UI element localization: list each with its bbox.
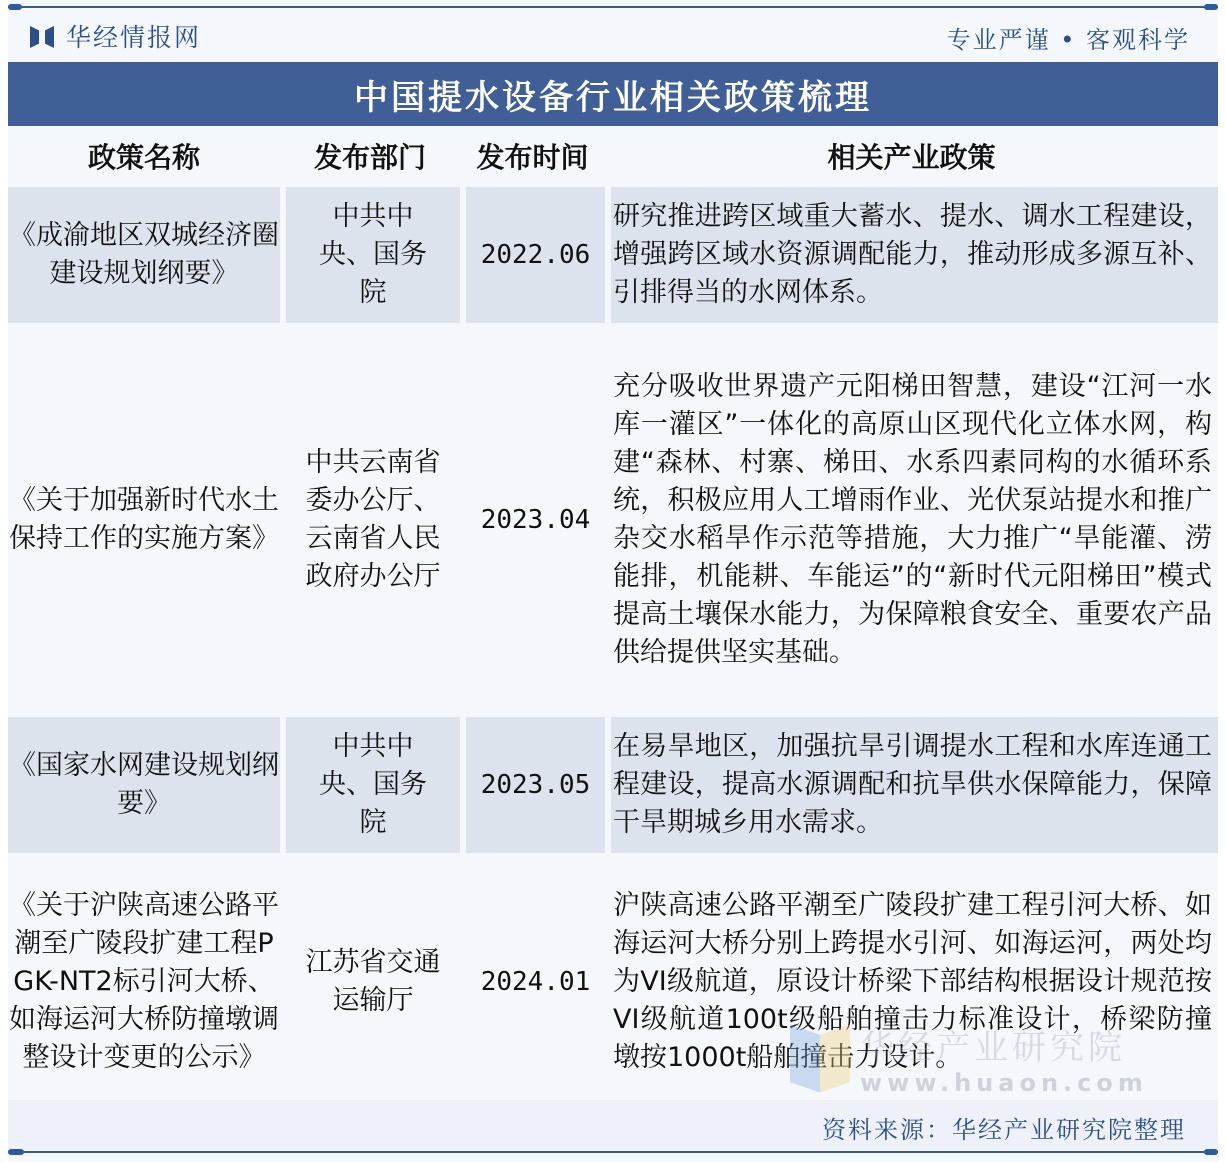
table-row: [8, 327, 1218, 713]
table-row: [8, 857, 1218, 1107]
publish-date: 2024.01: [460, 857, 605, 1107]
title-bar: [8, 62, 1218, 126]
policy-content: 沪陕高速公路平潮至广陵段扩建工程引河大桥、如海运河大桥分别上跨提水引河、如海运河，两处均为VI级航道，原设计桥梁下部结构根据设计规范按VI级航道100t级船舶撞击力标准设计，桥梁防撞墩按1000t船舶撞击力设计。: [605, 857, 1218, 1107]
top-divider: [8, 6, 1218, 8]
policy-name: 《国家水网建设规划纲要》: [8, 717, 280, 853]
policy-name: 《成渝地区双城经济圈建设规划纲要》: [8, 187, 280, 323]
policy-content: 充分吸收世界遗产元阳梯田智慧，建设“江河一水库一灌区”一体化的高原山区现代化立体水网，构建“森林、村寨、梯田、水系四素同构的水循环系统，积极应用人工增雨作业、光伏泵站提水和推广杂交水稻旱作示范等措施，大力推广“旱能灌、涝能排，机能耕、车能运”的“新时代元阳梯田”模式提高土壤保水能力，为保障粮食安全、重要农产品供给提供坚实基础。: [605, 327, 1218, 713]
source-note: 资料来源：华经产业研究院整理: [822, 1116, 1186, 1144]
department: 中共中央、国务院: [280, 187, 460, 323]
publish-date: 2022.06: [460, 187, 605, 323]
column-header-policy: 相关产业政策: [827, 141, 996, 174]
column-header-department: 发布部门: [313, 141, 426, 174]
slogan: 专业严谨 • 客观科学: [946, 26, 1190, 54]
department: 中共云南省委办公厅、云南省人民政府办公厅: [280, 327, 460, 713]
watermark-cn: 华经产业研究院: [860, 1028, 1126, 1068]
policy-name: 《关于沪陕高速公路平潮至广陵段扩建工程PGK-NT2标引河大桥、如海运河大桥防撞墩调整设计变更的公示》: [9, 890, 279, 1073]
page-title: 中国提水设备行业相关政策梳理: [354, 77, 872, 118]
table-header: [8, 127, 1218, 185]
publish-date: 2023.05: [460, 717, 605, 853]
policy-content: 在易旱地区，加强抗旱引调提水工程和水库连通工程建设，提高水源调配和抗旱供水保障能力，保障干旱期城乡用水需求。: [605, 717, 1218, 853]
brand: [30, 20, 201, 52]
column-header-name: 政策名称: [87, 141, 200, 174]
watermark-url: www.huaon.com: [860, 1069, 1148, 1097]
policy-content: 研究推进跨区域重大蓄水、提水、调水工程建设，增强跨区域水资源调配能力，推动形成多源互补、引排得当的水网体系。: [605, 187, 1218, 323]
brand-logo-icon: [30, 24, 54, 48]
department: 中共中央、国务院: [280, 717, 460, 853]
table-row: [8, 717, 1218, 853]
bottom-divider: [8, 1151, 1218, 1153]
brand-name: 华经情报网: [66, 23, 202, 52]
publish-date: 2023.04: [460, 327, 605, 713]
table-row: [8, 187, 1218, 323]
column-header-date: 发布时间: [476, 141, 589, 174]
policy-table: [8, 127, 1218, 1107]
department: 江苏省交通运输厅: [280, 857, 460, 1107]
policy-name: 《关于加强新时代水土保持工作的实施方案》: [9, 485, 279, 554]
